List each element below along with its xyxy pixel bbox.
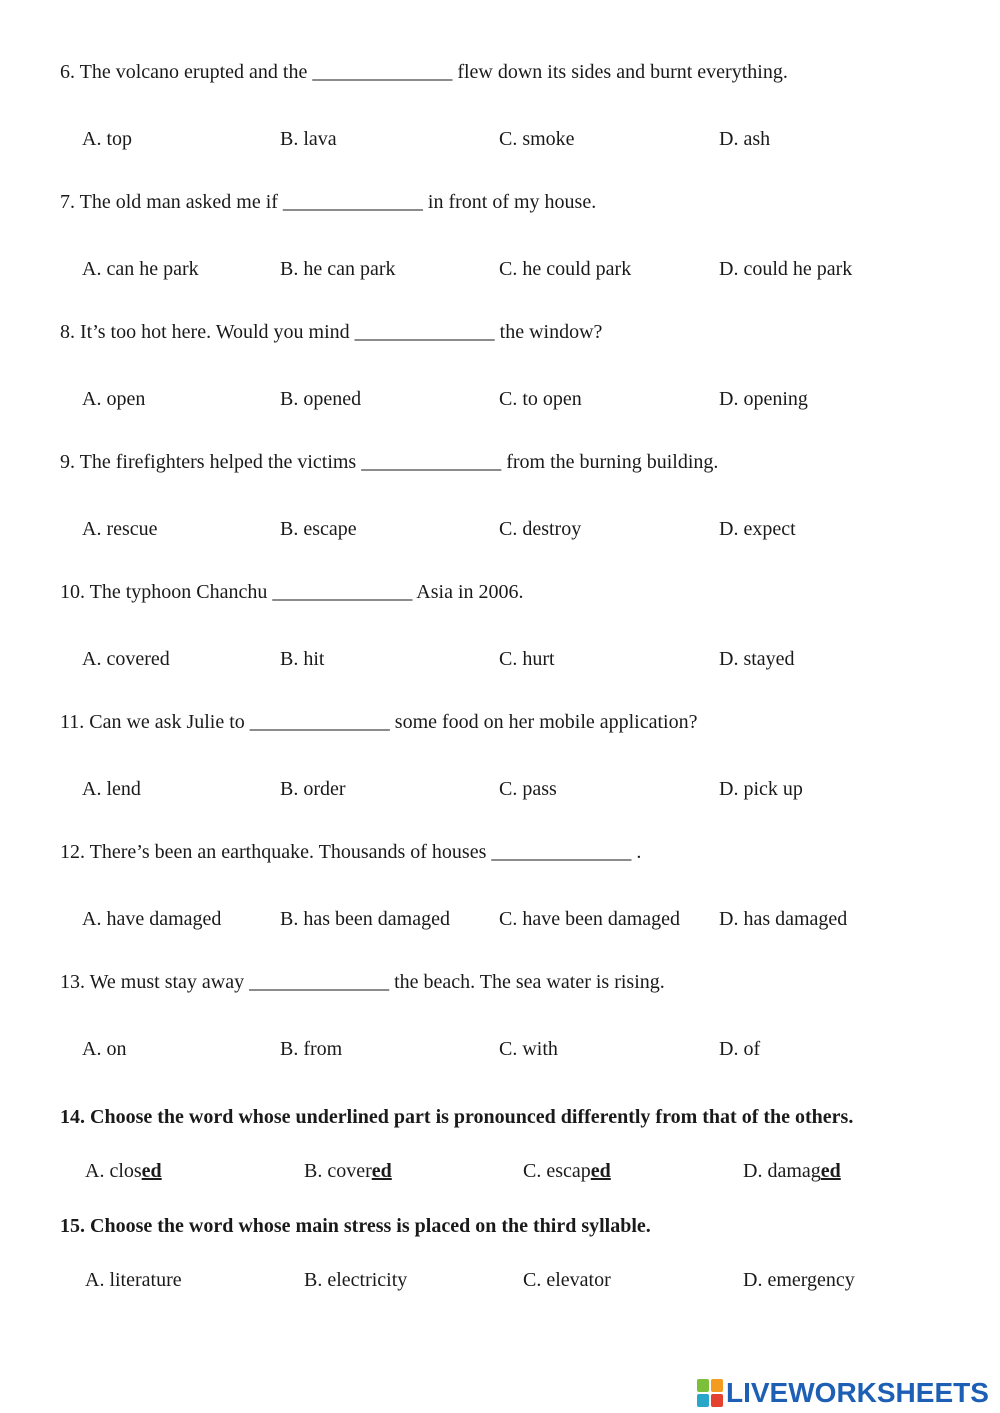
question-9-option-c[interactable]: C. destroy	[499, 518, 582, 540]
question-11-option-c[interactable]: C. pass	[499, 778, 557, 800]
question-13-option-d[interactable]: D. of	[719, 1038, 761, 1060]
question-13-option-a[interactable]: A. on	[82, 1038, 127, 1060]
question-15-option-b[interactable]: B. electricity	[304, 1269, 408, 1291]
question-12-option-d[interactable]: D. has damaged	[719, 908, 848, 930]
question-11-option-b[interactable]: B. order	[280, 778, 346, 800]
question-11-option-a[interactable]: A. lend	[82, 778, 141, 800]
underlined-part: ed	[590, 1160, 611, 1182]
question-10-option-c[interactable]: C. hurt	[499, 648, 555, 670]
option-prefix: B. cover	[304, 1160, 372, 1182]
underlined-part: ed	[820, 1160, 841, 1182]
question-9-stem: 9. The firefighters helped the victims ______________ from the burning building.	[60, 451, 719, 473]
liveworksheets-logo-icon	[697, 1379, 723, 1407]
question-7-stem: 7. The old man asked me if ______________ in front of my house.	[60, 191, 597, 213]
question-10-option-a[interactable]: A. covered	[82, 648, 170, 670]
question-6-option-a[interactable]: A. top	[82, 128, 132, 150]
question-13-option-b[interactable]: B. from	[280, 1038, 343, 1060]
question-14-option-a[interactable]	[85, 1160, 162, 1183]
question-13-stem: 13. We must stay away ______________ the beach. The sea water is rising.	[60, 971, 665, 993]
question-6-option-b[interactable]: B. lava	[280, 128, 337, 150]
question-10-option-b[interactable]: B. hit	[280, 648, 325, 670]
question-9-option-d[interactable]: D. expect	[719, 518, 796, 540]
question-6-stem: 6. The volcano erupted and the ______________ flew down its sides and burnt everything.	[60, 61, 788, 83]
option-prefix: C. escap	[523, 1160, 591, 1182]
question-7-option-b[interactable]: B. he can park	[280, 258, 396, 280]
question-7-option-a[interactable]: A. can he park	[82, 258, 199, 280]
question-6-option-c[interactable]: C. smoke	[499, 128, 575, 150]
underlined-part: ed	[141, 1160, 162, 1182]
question-15-option-a[interactable]: A. literature	[85, 1269, 182, 1291]
question-15-stem: 15. Choose the word whose main stress is placed on the third syllable.	[60, 1215, 651, 1237]
question-12-option-a[interactable]: A. have damaged	[82, 908, 222, 930]
question-11-option-d[interactable]: D. pick up	[719, 778, 803, 800]
question-8-stem: 8. It’s too hot here. Would you mind ______________ the window?	[60, 321, 603, 343]
question-6-option-d[interactable]: D. ash	[719, 128, 771, 150]
question-8-option-c[interactable]: C. to open	[499, 388, 582, 410]
question-10-option-d[interactable]: D. stayed	[719, 648, 795, 670]
question-8-option-d[interactable]: D. opening	[719, 388, 808, 410]
question-14-option-b[interactable]	[304, 1160, 392, 1183]
liveworksheets-logo[interactable]	[697, 1376, 989, 1410]
question-11-stem: 11. Can we ask Julie to ______________ some food on her mobile application?	[60, 711, 698, 733]
question-14-option-d[interactable]	[743, 1160, 841, 1183]
question-7-option-d[interactable]: D. could he park	[719, 258, 853, 280]
question-15-option-c[interactable]: C. elevator	[523, 1269, 611, 1291]
question-10-stem: 10. The typhoon Chanchu ______________ Asia in 2006.	[60, 581, 524, 603]
question-13-option-c[interactable]: C. with	[499, 1038, 558, 1060]
question-15-option-d[interactable]: D. emergency	[743, 1269, 855, 1291]
question-9-option-a[interactable]: A. rescue	[82, 518, 158, 540]
question-9-option-b[interactable]: B. escape	[280, 518, 357, 540]
option-prefix: A. clos	[85, 1160, 142, 1182]
question-14-stem: 14. Choose the word whose underlined part is pronounced differently from that of the others.	[60, 1106, 854, 1128]
option-prefix: D. damag	[743, 1160, 821, 1182]
question-7-option-c[interactable]: C. he could park	[499, 258, 632, 280]
question-12-stem: 12. There’s been an earthquake. Thousands of houses ______________ .	[60, 841, 642, 863]
logo-text: LIVEWORKSHEETS	[726, 1377, 989, 1408]
question-8-option-b[interactable]: B. opened	[280, 388, 362, 410]
question-8-option-a[interactable]: A. open	[82, 388, 146, 410]
question-14-option-c[interactable]	[523, 1160, 611, 1183]
question-12-option-b[interactable]: B. has been damaged	[280, 908, 450, 930]
question-12-option-c[interactable]: C. have been damaged	[499, 908, 681, 930]
underlined-part: ed	[371, 1160, 392, 1182]
